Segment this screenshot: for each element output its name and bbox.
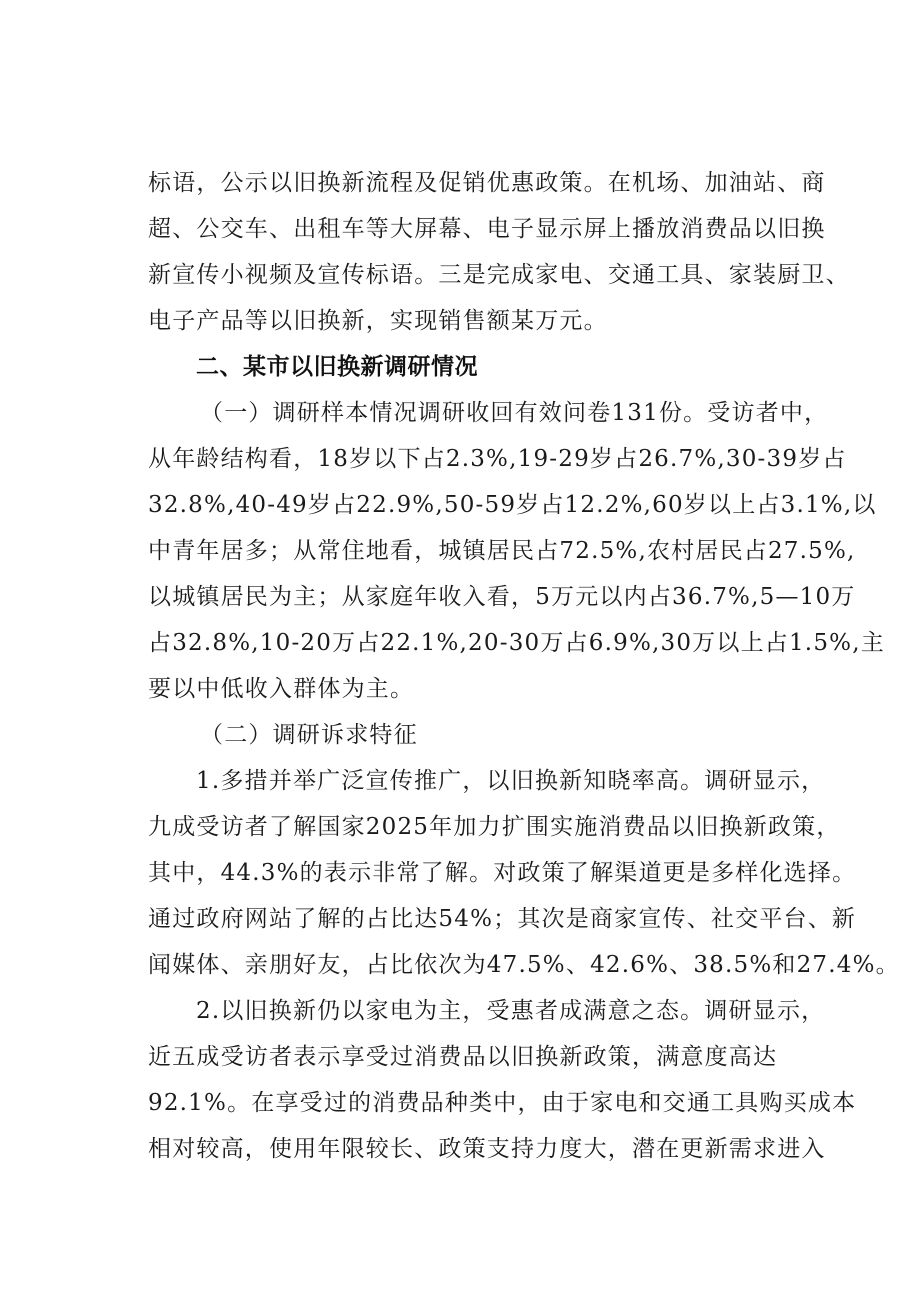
paragraph-line: （一）调研样本情况调研收回有效问卷131份。受访者中， xyxy=(200,400,829,426)
subsection-title: （二）调研诉求特征 xyxy=(200,722,418,748)
paragraph-line: 九成受访者了解国家2025年加力扩围实施消费品以旧换新政策， xyxy=(148,814,841,840)
paragraph-line: 中青年居多；从常住地看，城镇居民占72.5%,农村居民占27.5%, xyxy=(148,538,856,564)
paragraph-line: 新宣传小视频及宣传标语。三是完成家电、交通工具、家装厨卫、 xyxy=(148,262,850,288)
paragraph-line: 相对较高，使用年限较长、政策支持力度大，潜在更新需求进入 xyxy=(148,1136,826,1162)
paragraph-line: 近五成受访者表示享受过消费品以旧换新政策，满意度高达 xyxy=(148,1044,778,1070)
paragraph-line: 以城镇居民为主；从家庭年收入看，5万元以内占36.7%,5—10万 xyxy=(148,584,856,610)
paragraph-line: 1.多措并举广泛宣传推广，以旧换新知晓率高。调研显示， xyxy=(196,768,826,794)
paragraph-line: 其中，44.3%的表示非常了解。对政策了解渠道更是多样化选择。 xyxy=(148,860,857,886)
paragraph-line: 电子产品等以旧换新，实现销售额某万元。 xyxy=(148,308,608,334)
paragraph-line: 92.1%。在享受过的消费品种类中，由于家电和交通工具购买成本 xyxy=(148,1090,857,1116)
paragraph-line: 32.8%,40-49岁占22.9%,50-59岁占12.2%,60岁以上占3.1%,以 xyxy=(148,492,877,518)
paragraph-line: 占32.8%,10-20万占22.1%,20-30万占6.9%,30万以上占1.5%,主 xyxy=(148,630,885,656)
paragraph-line: 2.以旧换新仍以家电为主，受惠者成满意之态。调研显示， xyxy=(196,998,826,1024)
paragraph-line: 超、公交车、出租车等大屏幕、电子显示屏上播放消费品以旧换 xyxy=(148,216,826,242)
paragraph-line: 通过政府网站了解的占比达54%；其次是商家宣传、社交平台、新 xyxy=(148,906,857,932)
paragraph-line: 要以中低收入群体为主。 xyxy=(148,676,415,702)
paragraph-line: 从年龄结构看，18岁以下占2.3%,19-29岁占26.7%,30-39岁占 xyxy=(148,446,847,472)
paragraph-line: 闻媒体、亲朋好友，占比依次为47.5%、42.6%、38.5%和27.4%。 xyxy=(148,952,900,978)
paragraph-line: 标语，公示以旧换新流程及促销优惠政策。在机场、加油站、商 xyxy=(148,170,826,196)
section-heading: 二、某市以旧换新调研情况 xyxy=(196,354,478,380)
